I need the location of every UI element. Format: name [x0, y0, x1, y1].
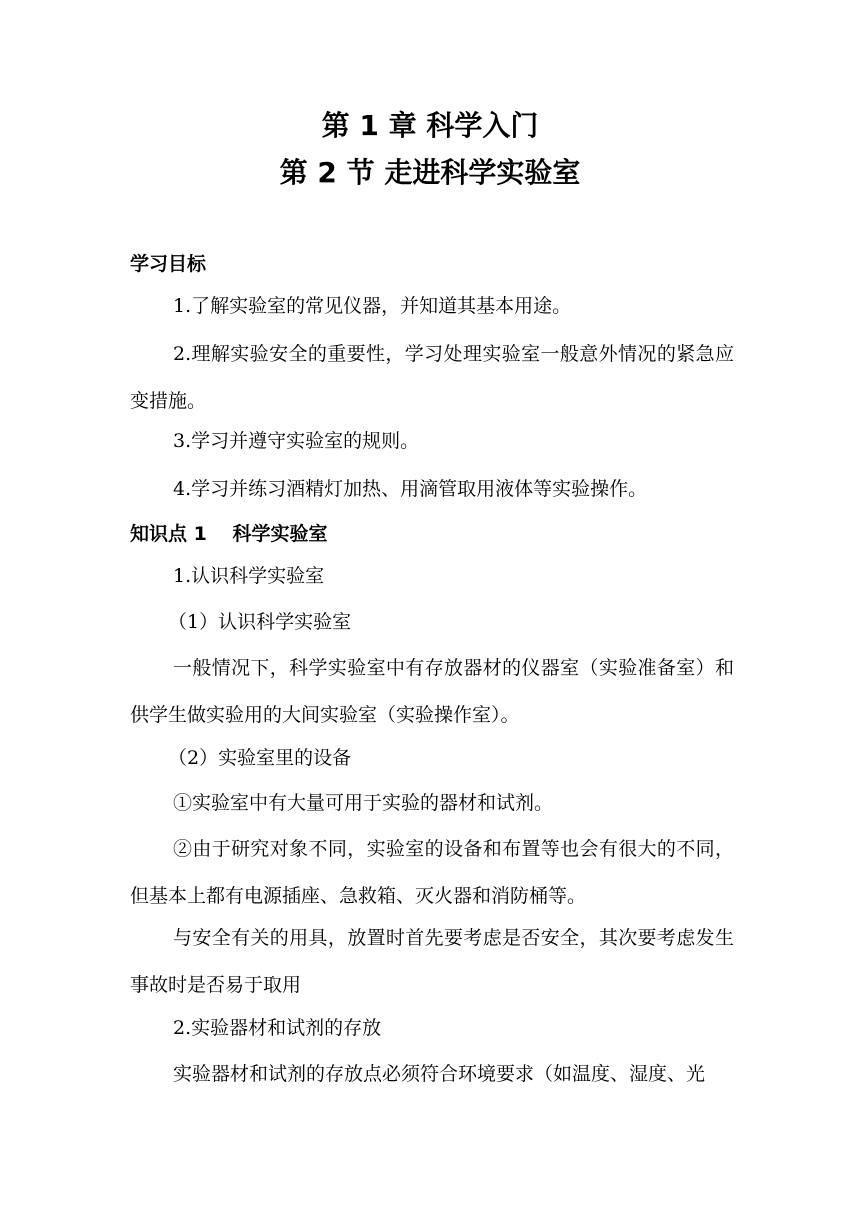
- knowledge-point-heading: 知识点 1 科学实验室: [130, 523, 328, 545]
- goals-heading: 学习目标: [130, 253, 207, 275]
- paragraph: （2）实验室里的设备: [168, 747, 352, 769]
- section-title: 第 2 节 走进科学实验室: [279, 156, 581, 189]
- paragraph: 一般情况下，科学实验室中有存放器材的仪器室（实验准备室）和供学生做实验用的大间实验室（实验操作室）。: [130, 657, 734, 726]
- goal-item: 2.理解实验安全的重要性，学习处理实验室一般意外情况的紧急应变措施。: [130, 343, 734, 412]
- paragraph: 2.实验器材和试剂的存放: [173, 1017, 382, 1039]
- paragraph: ①实验室中有大量可用于实验的器材和试剂。: [173, 792, 554, 814]
- goal-item: 1.了解实验室的常见仪器，并知道其基本用途。: [173, 295, 572, 317]
- paragraph: 1.认识科学实验室: [173, 565, 325, 587]
- goal-item: 3.学习并遵守实验室的规则。: [173, 430, 420, 452]
- paragraph: （1）认识科学实验室: [168, 611, 352, 633]
- paragraph: 实验器材和试剂的存放点必须符合环境要求（如温度、湿度、光: [173, 1063, 706, 1085]
- chapter-title: 第 1 章 科学入门: [321, 109, 539, 142]
- goal-item: 4.学习并练习酒精灯加热、用滴管取用液体等实验操作。: [173, 478, 648, 500]
- paragraph: 与安全有关的用具，放置时首先要考虑是否安全，其次要考虑发生事故时是否易于取用: [130, 927, 734, 996]
- paragraph: ②由于研究对象不同，实验室的设备和布置等也会有很大的不同，但基本上都有电源插座、急救箱、灭火器和消防桶等。: [130, 838, 734, 907]
